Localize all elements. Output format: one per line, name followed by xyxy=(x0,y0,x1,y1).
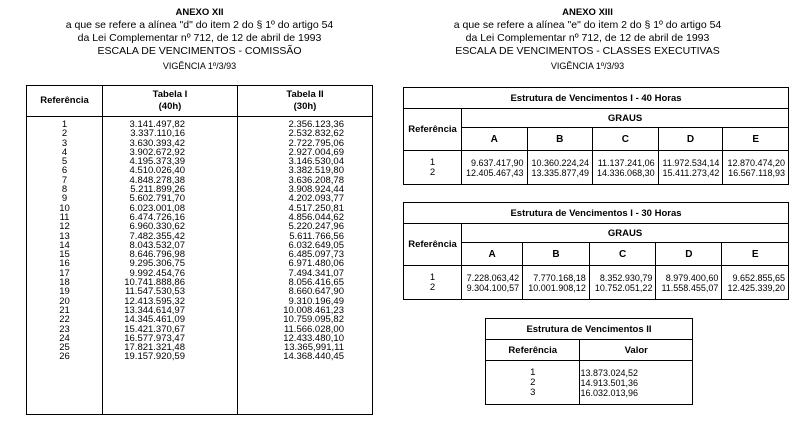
anexo-xii-line3: ESCALA DE VENCIMENTOS - COMISSÃO xyxy=(97,45,302,57)
anexo-xiii-line2: da Lei Complementar nº 712, de 12 de abril de 1993 xyxy=(465,32,710,44)
t40-col-b xyxy=(527,151,593,185)
referencia-values: 1 2 3 4 5 6 7 8 9 10 11 12 13 14 15 16 17 18 19 20 21 22 23 24 25 26 xyxy=(59,119,70,363)
t30-grade-d: D xyxy=(656,243,722,266)
t30-c-values: 8.352.930,79 10.752.051,22 xyxy=(594,272,653,293)
anexo-xii-header xyxy=(26,6,373,73)
t30-a-values: 7.228.063,42 9.304.100,57 xyxy=(466,272,520,293)
tabela-i-values: 3.141.497,82 3.337.110,16 3.630.393,42 3.902.672,92 4.195.373,39 4.510.026,40 4.848.278,38 5.211.899,26 5.602.791,70 6.023.001,08 6.474.726,16 6.960.330,62 7.482.355,42 8.043.532,07 8.646.796,98 9.295.306,75 9.992.454,76 10.741.888,86 11.547.530,53 12.413.595,32 13.344.614,97 14.345.461,09 15.421.370,67 16.577.973,47 17.821.321,48 19.157.920,59 xyxy=(124,119,185,363)
t40-col-e xyxy=(723,151,789,185)
t40-b-values: 10.360.224,24 13.335.877,49 xyxy=(531,157,590,178)
estrutura-ii-table xyxy=(485,318,693,405)
tabela-i-hours: (40h) xyxy=(158,101,182,112)
t40-graus-header: GRAUS xyxy=(462,109,789,128)
tabela-ii-values: 2.356.123,36 2.532.832,62 2.722.795,06 2.927.004,69 3.146.530,04 3.382.519,80 3.636.208,78 3.908.924,44 4.202.093,77 4.517.250,81 4.856.044,62 5.220.247,96 5.611.766,56 6.032.649,05 6.485.097,73 6.971.480,06 7.494.341,07 8.056.416,65 8.660.647,90 9.310.196,49 10.008.461,23 10.759.095,82 11.566.028,00 12.433.480,10 13.365,991,11 14.368.440,45 xyxy=(283,119,344,363)
t40-grade-a: A xyxy=(462,128,528,151)
t30-referencia-header: Referência xyxy=(404,224,462,266)
t30-col-a xyxy=(462,266,523,300)
t2-refs xyxy=(486,361,580,405)
t30-col-d xyxy=(656,266,722,300)
t2-referencia-header: Referência xyxy=(486,340,580,361)
anexo-xii-title: ANEXO XII xyxy=(175,7,224,18)
t40-a-values: 9.637.417,90 12.405.467,43 xyxy=(465,157,524,178)
t40-refs xyxy=(404,151,462,185)
anexo-xii-table xyxy=(26,85,373,415)
t30-refs xyxy=(404,266,462,300)
t30-e-values: 9.652.855,65 12.425.339,20 xyxy=(727,272,785,293)
anexo-xii-line1: a que se refere a alínea "d" do item 2 do § 1º do artigo 54 xyxy=(65,19,334,31)
t30-b-values: 7.770.168,18 10.001.908,12 xyxy=(528,272,586,293)
t30-grade-a: A xyxy=(462,243,523,266)
referencia-column xyxy=(27,117,103,415)
estrutura-ii-title: Estrutura de Vencimentos II xyxy=(486,319,693,340)
anexo-xiii-line3: ESCALA DE VENCIMENTOS - CLASSES EXECUTIVAS xyxy=(455,45,720,57)
t30-d-values: 8.979.400,60 11.558.455,07 xyxy=(661,272,719,293)
t30-graus-header: GRAUS xyxy=(462,224,789,243)
t2-valor-values: 13.873.024,52 14.913.501,36 16.032.013,96 xyxy=(580,367,638,398)
t30-col-b xyxy=(523,266,590,300)
t40-c-values: 11.137.241,06 14.336.068,30 xyxy=(597,157,655,178)
t40-e-values: 12.870.474,20 16.567.118,93 xyxy=(727,157,785,178)
t2-valor-column xyxy=(580,361,693,405)
col-header-tabela-i xyxy=(103,86,238,117)
tabela-ii-label: Tabela II xyxy=(286,89,324,100)
estrutura-i-30h-table xyxy=(403,202,789,300)
t2-valor-header: Valor xyxy=(580,340,693,361)
t40-grade-b: B xyxy=(527,128,593,151)
t30-col-e xyxy=(722,266,789,300)
t40-grade-d: D xyxy=(658,128,723,151)
tabela-ii-column xyxy=(238,117,373,415)
t40-col-a xyxy=(462,151,528,185)
anexo-xiii-vigencia: VIGÊNCIA 1º/3/93 xyxy=(550,61,625,71)
estrutura-i-40h-title: Estrutura de Vencimentos I - 40 Horas xyxy=(404,88,789,109)
anexo-xiii-title: ANEXO XIII xyxy=(562,7,613,18)
t30-grade-b: B xyxy=(523,243,590,266)
t30-refs-values: 1 2 xyxy=(429,271,436,293)
t40-refs-values: 1 2 xyxy=(429,156,436,178)
tabela-i-label: Tabela I xyxy=(152,89,188,100)
tabela-ii-hours: (30h) xyxy=(293,101,317,112)
t40-grade-e: E xyxy=(723,128,789,151)
col-ref-label: Referência xyxy=(40,95,89,106)
anexo-xiii-line1: a que se refere a alínea "e" do item 2 do § 1º do artigo 54 xyxy=(453,19,722,31)
tabela-i-column xyxy=(103,117,238,415)
col-header-referencia xyxy=(27,86,103,117)
anexo-xiii-header xyxy=(420,6,755,73)
col-header-tabela-ii xyxy=(238,86,373,117)
anexo-xii-vigencia: VIGÊNCIA 1º/3/93 xyxy=(162,61,237,71)
anexo-xii-line2: da Lei Complementar nº 712, de 12 de abril de 1993 xyxy=(77,32,322,44)
t40-col-c xyxy=(593,151,659,185)
t40-referencia-header: Referência xyxy=(404,109,462,151)
t40-grade-c: C xyxy=(593,128,659,151)
t40-d-values: 11.972.534,14 15.411.273,42 xyxy=(662,157,720,178)
t40-col-d xyxy=(658,151,723,185)
t30-col-c xyxy=(589,266,656,300)
t30-grade-e: E xyxy=(722,243,789,266)
estrutura-i-40h-table xyxy=(403,87,789,185)
t30-grade-c: C xyxy=(589,243,656,266)
t2-refs-values: 1 2 3 xyxy=(530,366,536,398)
estrutura-i-30h-title: Estrutura de Vencimentos I - 30 Horas xyxy=(404,203,789,224)
